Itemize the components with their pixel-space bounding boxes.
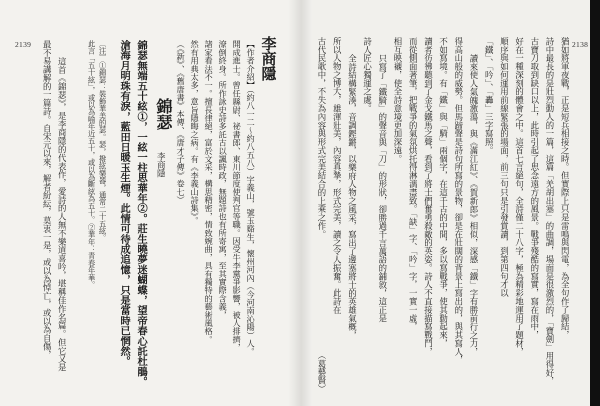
poem-author: 李商隱: [155, 152, 166, 178]
author-intro-column: 諸家看法不一。擅長律絕，富於文采，構思精密，情致婉曲，具有獨特的藝術風格。: [204, 40, 215, 344]
poem-line: 滄海月明珠有淚，藍田日暖玉生煙。此情可待成追憶，只是當時已惘然。: [118, 40, 131, 367]
author-intro-column: （《新》、《舊唐書》本傳、《唐才子傳》卷七）: [176, 40, 187, 204]
right-commentary-column: 而從側面著筆，把戰爭的氣氛烘托得淋漓盡致。「缺」字、「吟」字，一實一虛，: [408, 37, 419, 331]
author-intro-column: 【作者介紹】（約八一二～約八五八）字義山，號玉谿生，懷州河內（今河南沁陽）人。: [246, 40, 257, 356]
poem-line: 錦瑟無端五十絃①，一絃一柱思華年②。莊生曉夢迷蝴蝶，望帝春心託杜鵑。: [135, 40, 148, 387]
right-commentary-column: 猶如將軍夜戰，正是短兵相接之時。但實際上只是雷鳴與閃電，為全句作了歸結，: [560, 37, 571, 340]
right-commentary-column: 古寶刀取到缺口以上，此時引起了思念遠方的風景。戰爭殘酷的寫實，寫在雨中，: [529, 37, 540, 340]
left-commentary-column: 這首《錦瑟》，是李商隱的代表作，愛詩的人無不樂道喜吟，堪稱佳作名篇。但它又是: [57, 56, 68, 372]
left-commentary-column: 最不易講解的一篇詩。自宋元以來，解者紛紜，莫衷一是，或以為悼亡，或以為自傷，: [42, 40, 53, 359]
note-column: 〔注〕①錦瑟：裝飾華美的瑟。瑟，撥絃樂器，通常二十五絃。: [98, 40, 108, 242]
right-commentary-column: 詩中最長的是壯烈動人的一篇，這篇「羌胡出塞」的曲調，場面是很激烈的，「寶劍」用得好，: [544, 37, 555, 386]
right-commentary-column: 得高山般的威勢。但馬蹄聲是詩句所寫的景物，卻是在壯闊的背景上寫出的，與其寫人，: [453, 37, 464, 365]
right-commentary-column: 古代民歌中，不失為內容與形式完美結合的上乘之作。: [316, 37, 327, 239]
note-column: 此言「五十絃」，或以為喻年近五十，或以為斷絃為五十。②華年：青春年華。: [87, 40, 97, 289]
poem-title: 錦瑟: [154, 98, 173, 130]
right-commentary-column: 只寫了「鐵騎」的聲音與「刀」的形狀，卻勝過千言萬語的鋪敘，這正是: [377, 53, 388, 323]
right-commentary-column: 「鐵」、「吟」、「轟」三字寫照。: [484, 37, 495, 155]
right-commentary-column: 相互映襯，使全詩意境更加深遠。: [392, 37, 403, 163]
right-commentary-column: 讀來使人氣魄激蕩，與《滿江紅》、《賀新郎》相似，深感「鐵」字有勝前行之力，: [468, 53, 479, 356]
scan-edge: [590, 0, 600, 406]
right-commentary-column: 所以人物之博大，雄渾壯美，內容真摯，形式完美，讀之令人振奮。此詩在: [332, 37, 343, 314]
page-number-left: 2139: [15, 40, 32, 49]
author-intro-column: 潦倒終身。所作詠史詩多託古以諷時政，無題詩也有所寄寓，至其實際含義，: [218, 40, 229, 319]
page-number-right: 2138: [572, 40, 589, 49]
author-intro-column: 開成進士。曾任縣尉、祕書郎、東川節度使判官等職。因受牛李黨爭影響，被人排擠，: [232, 40, 243, 352]
commentary-signature: （葛藝賢）: [316, 351, 327, 393]
right-commentary-column: 全詩結構緊湊，音調鏗鏘，以樂府人物之風采，寫出了邊塞將士的英雄氣概，: [347, 53, 358, 340]
right-commentary-column: 順序與如何運用前線緊張的場面，前三句只是引發賞讀，到第四句才以: [499, 37, 510, 298]
right-commentary-column: 詩人匠心獨運之處。: [362, 37, 373, 113]
author-heading: 李商隱: [259, 36, 278, 81]
book-gutter: [288, 0, 312, 406]
right-commentary-column: 不如寫境。有「鐵」與「騎」兩個字，在這千古的中間，多以寫戰爭，使其動起來，: [438, 37, 449, 348]
author-intro-column: 然有用典太多，意旨隱晦之病。有《李義山詩集》。: [190, 40, 201, 225]
right-commentary-column: 讀者彷彿聽到了金戈鐵馬之聲，看到了將士們奮勇殺敵的英姿。詩人不直接描寫戰鬥，: [423, 37, 434, 356]
right-commentary-column: 好在一種深刻的體會之中。這首七言絕句，全詩僅二十八字，極為精彩地運用了題材，: [514, 37, 525, 356]
